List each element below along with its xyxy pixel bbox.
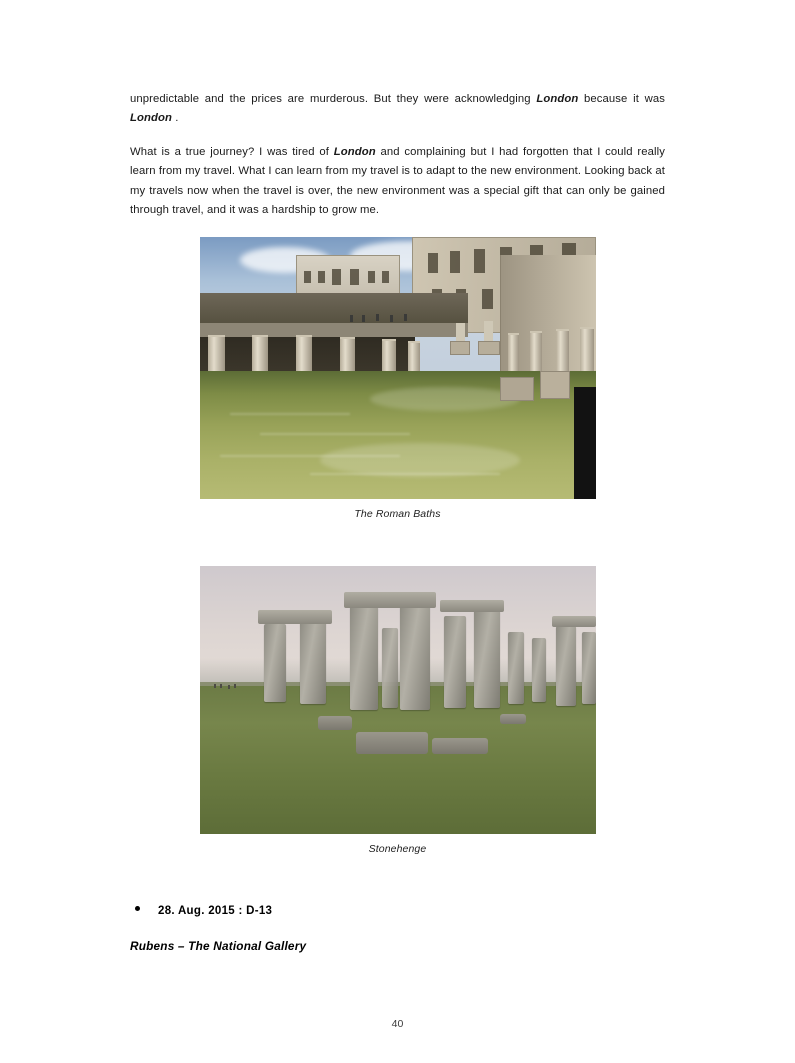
water-ripple xyxy=(230,413,350,415)
bullet-list-item xyxy=(130,905,665,917)
roman-baths-photo xyxy=(200,237,596,499)
standing-stone xyxy=(350,606,378,710)
lintel-stone xyxy=(440,600,504,612)
fallen-stone xyxy=(432,738,488,754)
standing-stone xyxy=(300,618,326,704)
emphasis-london: London xyxy=(536,93,579,105)
standing-stone xyxy=(474,610,500,708)
visitor-figure xyxy=(214,684,216,688)
standing-stone xyxy=(264,624,286,702)
poolside-block xyxy=(500,377,534,401)
figure-stonehenge xyxy=(130,566,665,855)
standing-stone xyxy=(382,628,398,708)
visitor-figure xyxy=(390,315,393,322)
water-ripple xyxy=(260,433,410,435)
paragraph-true-journey xyxy=(130,143,665,221)
building-window xyxy=(304,271,311,283)
visitor-figure xyxy=(362,315,365,322)
standing-stone xyxy=(444,616,466,708)
building-window xyxy=(428,253,438,273)
visitor-figure xyxy=(350,315,353,322)
foreground-shadow xyxy=(574,387,596,499)
figure-caption: The Roman Baths xyxy=(354,507,441,520)
building-window xyxy=(482,289,493,309)
standing-stone xyxy=(582,632,596,704)
standing-stone xyxy=(556,626,576,706)
standing-stone xyxy=(508,632,524,704)
water-reflection xyxy=(370,387,520,411)
bullet-dot-icon xyxy=(135,906,140,911)
visitor-figure xyxy=(228,685,230,689)
standing-stone xyxy=(400,604,430,710)
visitor-figure xyxy=(376,314,379,321)
standing-stone xyxy=(532,638,546,702)
fallen-stone xyxy=(318,716,352,730)
emphasis-london: London xyxy=(130,112,173,125)
visitor-figure xyxy=(404,314,407,321)
text-run: unpredictable and the prices are murderous. But they were acknowledging xyxy=(130,93,537,105)
building-window xyxy=(318,271,325,283)
terrace-balustrade xyxy=(200,323,468,337)
visitor-figure xyxy=(234,684,236,688)
building-window xyxy=(332,269,341,285)
stonehenge-photo xyxy=(200,566,596,834)
building-window xyxy=(450,251,460,273)
statue-pedestal xyxy=(450,341,470,355)
statue-figure xyxy=(484,321,493,341)
figure-roman-baths xyxy=(130,237,665,520)
bullet-item-label: 28. Aug. 2015 : D-13 xyxy=(158,904,273,917)
building-window xyxy=(368,271,375,283)
figure-caption: Stonehenge xyxy=(368,842,427,855)
text-run: and complaining but I had forgotten that I could really learn from my travel. What I can learn from my travel is to adapt to the new environment. Looking back at my travels now when the travel is over, the new environment was a special gift that can only be gained through travel, and it was a hardship to grow me. xyxy=(130,145,665,217)
statue-pedestal xyxy=(478,341,500,355)
poolside-block xyxy=(540,371,570,399)
water-reflection xyxy=(320,443,520,477)
grass-field xyxy=(200,686,596,834)
upper-deck xyxy=(200,293,468,325)
visitor-figure xyxy=(220,684,222,688)
text-run: . xyxy=(172,112,179,125)
text-run: What is a true journey? I was tired of xyxy=(130,145,334,158)
statue-figure xyxy=(456,323,465,341)
lintel-stone xyxy=(552,616,596,627)
section-subheading: Rubens – The National Gallery xyxy=(130,938,307,953)
page-number: 40 xyxy=(391,1018,404,1030)
emphasis-london: London xyxy=(333,145,376,158)
fallen-stone xyxy=(356,732,428,754)
lintel-stone xyxy=(344,592,436,608)
paragraph-continuation xyxy=(130,90,665,129)
building-window xyxy=(474,249,485,273)
text-run: because it was xyxy=(578,93,665,105)
fallen-stone xyxy=(500,714,526,724)
lintel-stone xyxy=(258,610,332,624)
building-window xyxy=(382,271,389,283)
building-window xyxy=(350,269,359,285)
